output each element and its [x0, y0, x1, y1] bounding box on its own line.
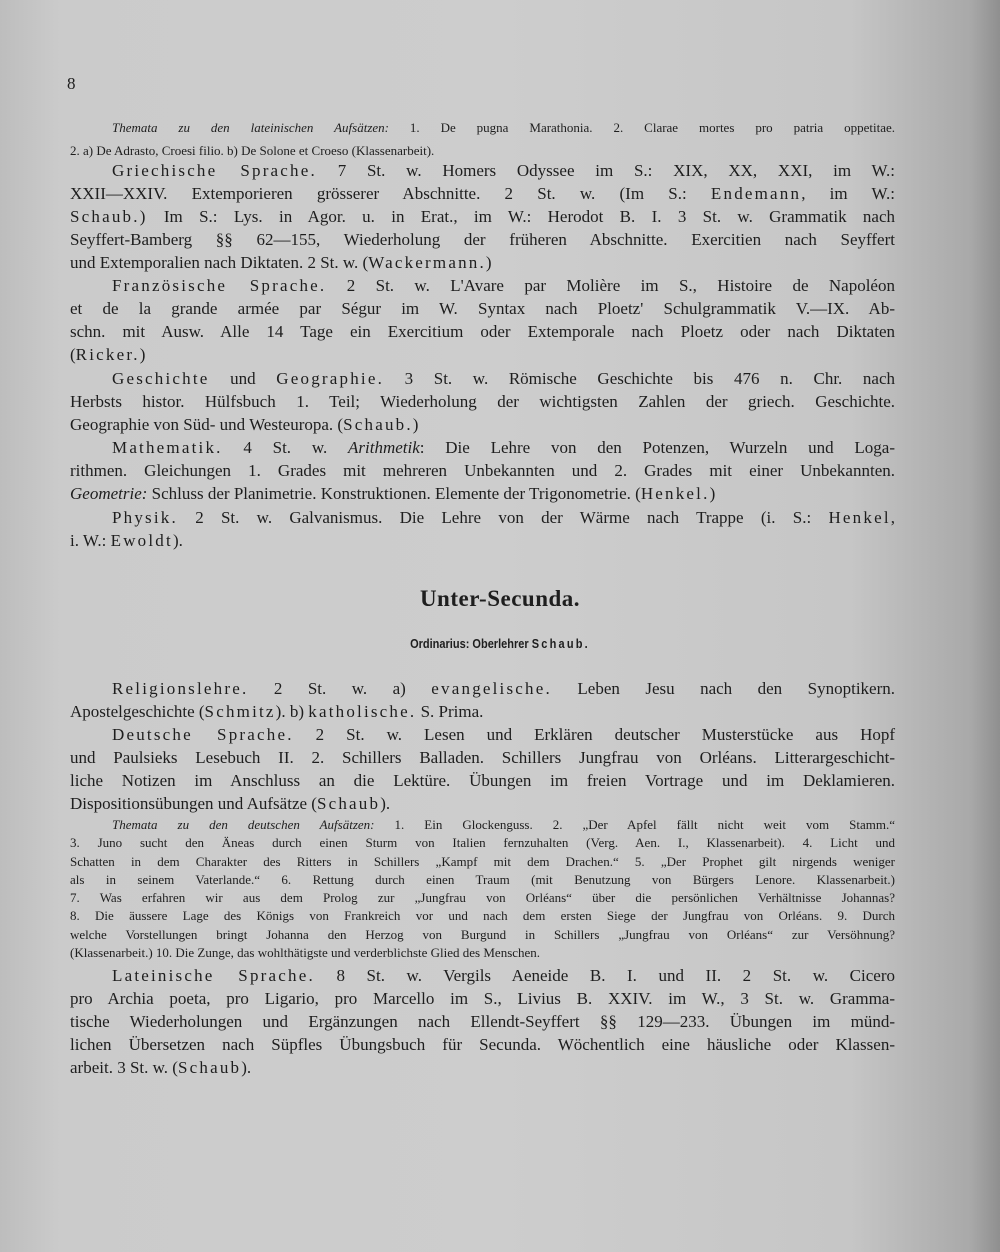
page-number: 8 — [67, 74, 76, 93]
ordinarius-line — [60, 637, 940, 651]
text-run: XXII—XXIV. Extemporieren grösserer Abschnitte. 2 St. w. (Im S.: — [70, 184, 711, 203]
text-run: liche Notizen im Anschluss an die Lektüre. Übungen im freien Vortrage und im Deklamieren. — [70, 771, 895, 790]
text-run: i. W.: — [70, 531, 111, 550]
text-run: S. Prima. — [416, 702, 484, 721]
spaced-emphasis: Schaub. — [343, 415, 413, 434]
text-line — [70, 907, 895, 925]
text-run: , im W.: — [801, 184, 895, 203]
text-run: 1. Ein Glockenguss. 2. „Der Apfel fällt nicht weit vom Stamm.“ — [374, 817, 895, 832]
text-line — [70, 1056, 895, 1079]
text-run: ) — [412, 415, 419, 434]
italic-label: Arithmetik — [348, 438, 420, 457]
text-run: 2 St. w. Galvanismus. Die Lehre von der Wärme nach Trappe (i. S.: — [177, 508, 829, 527]
text-line — [70, 297, 895, 320]
spaced-emphasis: Schaub.) — [70, 207, 148, 226]
text-line — [70, 529, 895, 552]
spaced-emphasis: Henkel — [828, 508, 891, 527]
italic-label: Themata zu den lateinischen Aufsätzen: — [112, 120, 389, 135]
spaced-emphasis: Schaub — [177, 1058, 242, 1077]
text-run: Schluss der Planimetrie. Konstruktionen. Elemente der Trigonometrie. ( — [147, 484, 641, 503]
text-line — [70, 853, 895, 871]
paragraph-latein — [70, 964, 895, 1079]
spaced-emphasis: Lateinische Sprache. — [112, 966, 315, 985]
text-run: Schatten in dem Charakter des Ritters in Schillers „Kampf mit dem Drachen.“ 5. „Der Prophet gilt nirgends weniger — [70, 853, 895, 869]
spaced-emphasis: Ewoldt — [110, 531, 173, 550]
text-line — [70, 889, 895, 907]
text-line — [70, 677, 895, 700]
text-run: und Paulsieks Lesebuch II. 2. Schillers Balladen. Schillers Jungfrau von Orléans. Litterargeschicht- — [70, 748, 895, 767]
text-line — [70, 964, 895, 987]
text-line — [70, 320, 895, 343]
text-line — [70, 343, 895, 366]
text-run: 4 St. w. — [222, 438, 349, 457]
paragraph-themata-latein — [70, 116, 895, 162]
text-run: als in seinem Vaterlande.“ 6. Rettung durch einen Traum (mit Benutzung von Bürgers Lenore. Klassenarbeit.) — [70, 871, 895, 887]
text-run: Herbsts histor. Hülfsbuch 1. Teil; Wiederholung der wichtigsten Zahlen der griech. Geschichte. — [70, 392, 895, 411]
spaced-emphasis: Henkel. — [640, 484, 710, 503]
text-line — [70, 274, 895, 297]
text-line — [70, 506, 895, 529]
text-run: 3. Juno sucht den Äneas durch einen Sturm von Italien fernzuhalten (Verg. Aen. I., Klassenarbeit). 4. Licht und — [70, 835, 895, 851]
text-line — [70, 159, 895, 182]
text-line — [70, 116, 895, 139]
text-run: lichen Übersetzen nach Süpfles Übungsbuch für Secunda. Wöchentlich eine häusliche oder Klassen- — [70, 1035, 895, 1054]
text-line — [70, 251, 895, 274]
spaced-emphasis: katholische. — [308, 702, 417, 721]
spaced-emphasis: Griechische Sprache. — [112, 161, 317, 180]
spaced-emphasis: evangelische. — [431, 679, 552, 698]
text-line — [70, 834, 895, 852]
text-run: pro Archia poeta, pro Ligario, pro Marcello im S., Livius B. XXIV. im W., 3 St. w. Gramma- — [70, 989, 895, 1008]
text-run: ). — [172, 531, 183, 550]
text-run: Leben Jesu nach den Synoptikern. — [551, 679, 896, 698]
text-line — [70, 926, 895, 944]
text-line — [70, 1010, 895, 1033]
text-run: ) — [485, 253, 492, 272]
text-run: arbeit. 3 St. w. ( — [70, 1058, 178, 1077]
spaced-emphasis: Wackermann. — [368, 253, 486, 272]
text-run: rithmen. Gleichungen 1. Grades mit mehreren Unbekannten und 2. Grades mit einer Unbekannten. — [70, 461, 895, 480]
italic-label: Geometrie: — [70, 484, 148, 503]
spaced-emphasis: Französische Sprache. — [112, 276, 327, 295]
spaced-emphasis: Geschichte — [112, 369, 210, 388]
text-line — [70, 482, 895, 505]
paragraph-deutsch — [70, 723, 895, 815]
text-run: Seyffert-Bamberg §§ 62—155, Wiederholung der früheren Abschnitte. Exercitien nach Seyffert — [70, 230, 895, 249]
ordinarius-name: Schaub. — [531, 637, 590, 651]
spaced-emphasis: Schaub — [316, 794, 381, 813]
text-run: 7 St. w. Homers Odyssee im S.: XIX, XX, XXI, im W.: — [316, 161, 896, 180]
text-line — [70, 228, 895, 251]
text-run: 2. a) De Adrasto, Croesi filio. b) De Solone et Croeso (Klassenarbeit). — [70, 143, 435, 158]
text-line — [70, 987, 895, 1010]
text-line — [70, 205, 895, 228]
text-run: et de la grande armée par Ségur im W. Syntax nach Ploetz' Schulgrammatik V.—IX. Ab- — [70, 299, 895, 318]
text-line — [70, 723, 895, 746]
paragraph-themata-deutsch — [70, 816, 895, 962]
text-run: (Klassenarbeit.) 10. Die Zunge, das wohlthätigste und verderblichste Glied des Menschen. — [70, 945, 541, 961]
text-line — [70, 459, 895, 482]
text-line — [70, 700, 895, 723]
text-run: ) — [139, 345, 146, 364]
text-run: Dispositionsübungen und Aufsätze ( — [70, 794, 317, 813]
text-line — [70, 367, 895, 390]
text-run: ) — [709, 484, 716, 503]
spaced-emphasis: Deutsche Sprache. — [112, 725, 294, 744]
text-line — [70, 390, 895, 413]
text-run: welche Vorstellungen bringt Johanna den Herzog von Burgund in Schillers „Jungfrau von Orléans“ zur Versöhnung? — [70, 926, 895, 942]
text-run: Apostelgeschichte ( — [70, 702, 205, 721]
text-run: ). — [380, 794, 391, 813]
text-run: ). b) — [275, 702, 309, 721]
paragraph-geschichte — [70, 367, 895, 436]
text-run: 2 St. w. Lesen und Erklären deutscher Musterstücke aus Hopf — [293, 725, 896, 744]
text-line — [70, 436, 895, 459]
italic-label: Themata zu den deutschen Aufsätzen: — [112, 817, 375, 832]
text-line — [70, 944, 895, 962]
text-run: 3 St. w. Römische Geschichte bis 476 n. Chr. nach — [384, 369, 896, 388]
text-line — [70, 769, 895, 792]
text-run: 1. De pugna Marathonia. 2. Clarae mortes pro patria oppetitae. — [389, 120, 895, 135]
paragraph-franzoesisch — [70, 274, 895, 366]
paragraph-mathematik — [70, 436, 895, 505]
text-line — [70, 816, 895, 834]
text-run: tische Wiederholungen und Ergänzungen nach Ellendt-Seyffert §§ 129—233. Übungen im münd- — [70, 1012, 895, 1031]
spaced-emphasis: Ricker. — [75, 345, 140, 364]
text-run: , — [890, 508, 895, 527]
spaced-emphasis: Physik. — [112, 508, 178, 527]
spaced-emphasis: Endemann — [710, 184, 802, 203]
text-line — [70, 413, 895, 436]
paragraph-griechisch — [70, 159, 895, 274]
text-run: schn. mit Ausw. Alle 14 Tage ein Exercitium oder Extemporale nach Ploetz oder nach Diktaten — [70, 322, 895, 341]
paragraph-religion — [70, 677, 895, 723]
text-run: 7. Was erfahren wir aus dem Prolog zur „Jungfrau von Orléans“ über die persönlichen Verhältnisse Johannas? — [70, 890, 895, 906]
text-run: : Die Lehre von den Potenzen, Wurzeln und Loga- — [419, 438, 896, 457]
spaced-emphasis: Geographie. — [276, 369, 385, 388]
spaced-emphasis: Mathematik. — [112, 438, 223, 457]
text-run: Im S.: Lys. in Agor. u. in Erat., im W.: Herodot B. I. 3 St. w. Grammatik nach — [147, 207, 895, 226]
text-line — [70, 746, 895, 769]
text-run: und Extemporalien nach Diktaten. 2 St. w. ( — [70, 253, 369, 272]
text-run: 2 St. w. L'Avare par Molière im S., Histoire de Napoléon — [326, 276, 895, 295]
text-line — [70, 871, 895, 889]
text-run: und — [209, 369, 277, 388]
text-run: ( — [70, 345, 76, 364]
text-run: Geographie von Süd- und Westeuropa. ( — [70, 415, 344, 434]
text-run: ). — [241, 1058, 252, 1077]
section-heading: Unter-Secunda. — [419, 586, 581, 611]
text-run: 8 St. w. Vergils Aeneide B. I. und II. 2 St. w. Cicero — [314, 966, 895, 985]
ordinarius-label: Ordinarius: Oberlehrer — [410, 637, 532, 651]
text-run: 2 St. w. a) — [248, 679, 432, 698]
text-line — [70, 182, 895, 205]
spaced-emphasis: Schmitz — [204, 702, 276, 721]
text-line — [70, 1033, 895, 1056]
spaced-emphasis: Religionslehre. — [112, 679, 249, 698]
text-line — [70, 792, 895, 815]
paragraph-physik — [70, 506, 895, 552]
text-run: 8. Die äussere Lage des Königs von Frankreich vor und nach dem ersten Siege der Jungfrau von Orléans. 9. Durch — [70, 908, 895, 924]
